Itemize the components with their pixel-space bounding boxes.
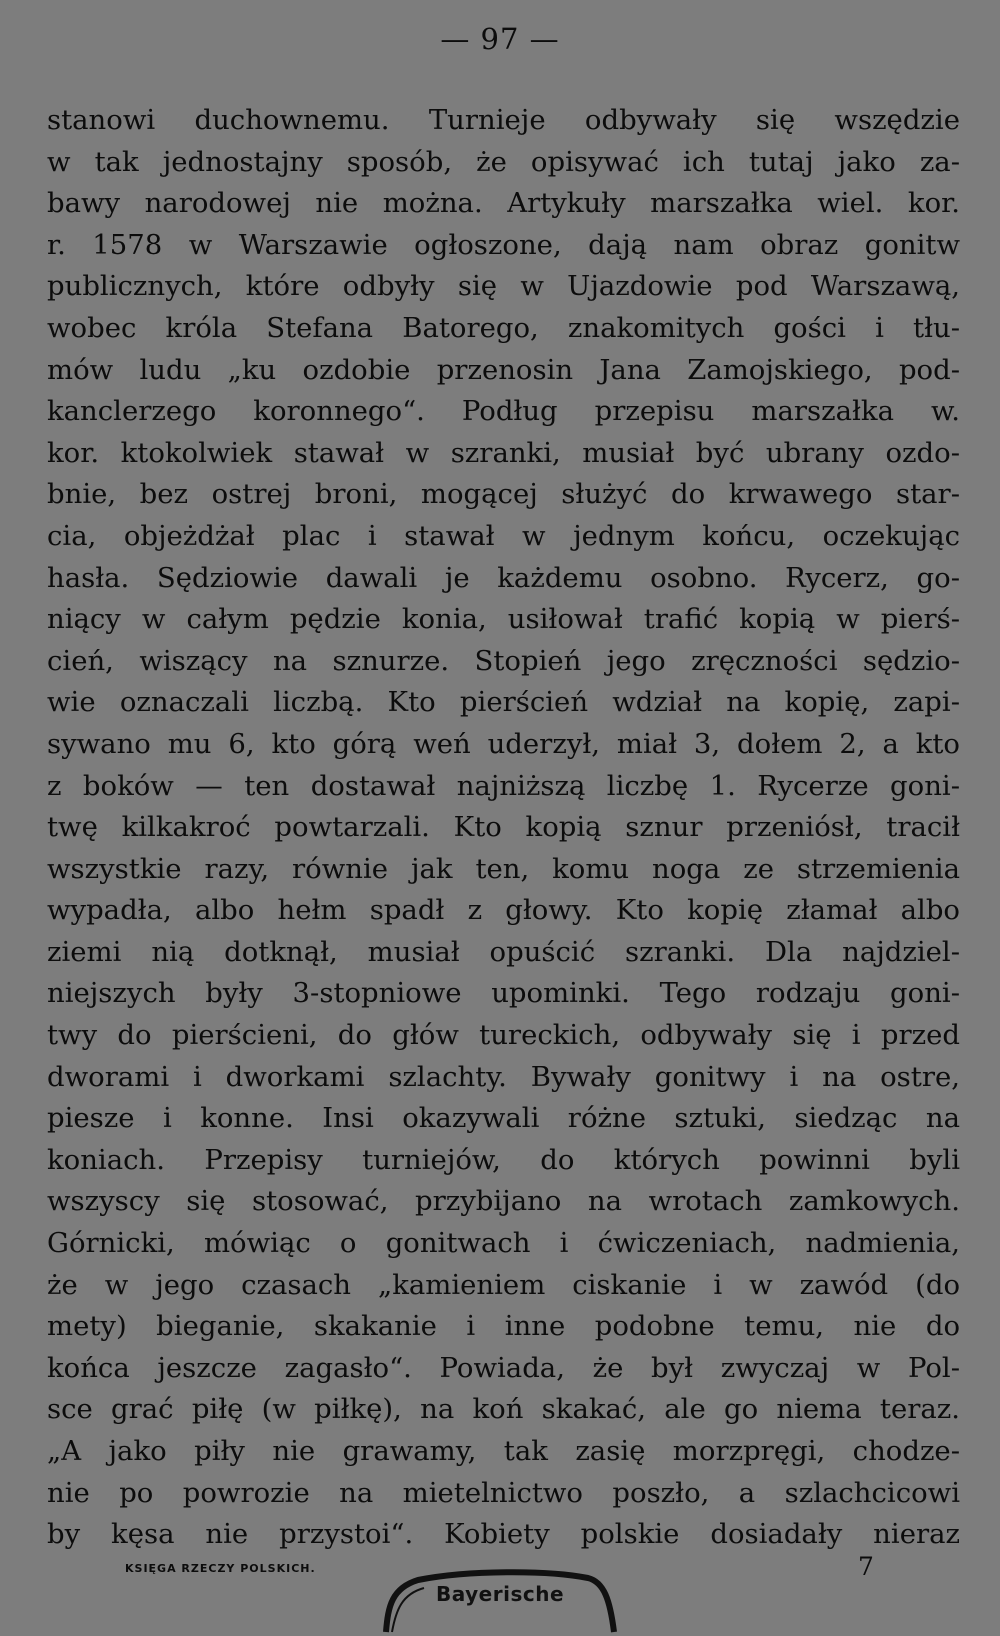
text-line: sywano mu 6, kto górą weń uderzył, miał 3, dołem 2, a kto: [47, 727, 960, 760]
text-line: koniach. Przepisy turniejów, do których powinni byli: [47, 1143, 960, 1176]
text-line: twy do pierścieni, do głów tureckich, odbywały się i przed: [47, 1019, 960, 1052]
text-line: r. 1578 w Warszawie ogłoszone, dają nam obraz gonitw: [47, 228, 960, 261]
page-footer: [0, 1552, 1000, 1626]
text-line: dworami i dworkami szlachty. Bywały gonitwy i na ostre,: [47, 1060, 960, 1093]
text-line: ziemi nią dotknął, musiał opuścić szranki. Dla najdziel-: [47, 935, 960, 968]
text-line: wobec króla Stefana Batorego, znakomitych gości i tłu-: [47, 311, 960, 344]
text-line: wypadła, albo hełm spadł z głowy. Kto kopię złamał albo: [47, 894, 960, 927]
body-text: [47, 100, 960, 1556]
text-line: „A jako piły nie grawamy, tak zasię morzpręgi, chodze-: [47, 1435, 960, 1467]
text-line: końca jeszcze zagasło“. Powiada, że był zwyczaj w Pol-: [47, 1351, 960, 1384]
sheet-number: 7: [858, 1552, 874, 1581]
text-line: stanowi duchownemu. Turnieje odbywały się wszędzie: [47, 104, 960, 136]
text-line: by kęsa nie przystoi“. Kobiety polskie dosiadały nieraz: [47, 1518, 960, 1551]
text-line: niejszych były 3-stopniowe upominki. Tego rodzaju goni-: [47, 977, 960, 1010]
stamp-text: Bayerische: [436, 1582, 565, 1606]
text-line: kor. ktokolwiek stawał w szranki, musiał być ubrany ozdo-: [47, 436, 960, 469]
text-line: mety) bieganie, skakanie i inne podobne temu, nie do: [47, 1310, 960, 1343]
text-line: cia, objeżdżał plac i stawał w jednym końcu, oczekując: [47, 519, 960, 552]
text-line: że w jego czasach „kamieniem ciskanie i w zawód (do: [47, 1268, 960, 1301]
text-line: publicznych, które odbyły się w Ujazdowie pod Warszawą,: [47, 270, 960, 303]
page-number: — 97 —: [440, 22, 560, 56]
text-line: piesze i konne. Insi okazywali różne sztuki, siedząc na: [47, 1102, 960, 1135]
text-line: niący w całym pędzie konia, usiłował trafić kopią w pierś-: [47, 603, 960, 636]
text-line: hasła. Sędziowie dawali je każdemu osobno. Rycerz, go-: [47, 561, 960, 594]
text-line: wszyscy się stosować, przybijano na wrotach zamkowych.: [47, 1185, 960, 1218]
text-line: nie po powrozie na mietelnictwo poszło, a szlachcicowi: [47, 1476, 960, 1509]
text-line: cień, wiszący na sznurze. Stopień jego zręczności sędzio-: [47, 644, 960, 677]
text-line: w tak jednostajny sposób, że opisywać ich tutaj jako za-: [47, 145, 960, 178]
text-line: wszystkie razy, równie jak ten, komu noga ze strzemienia: [47, 852, 960, 885]
text-line: bnie, bez ostrej broni, mogącej służyć do krwawego star-: [47, 478, 960, 511]
text-line: mów ludu „ku ozdobie przenosin Jana Zamojskiego, pod-: [47, 353, 960, 386]
text-line: wie oznaczali liczbą. Kto pierścień wdział na kopię, zapi-: [47, 686, 960, 719]
text-line: bawy narodowej nie można. Artykuły marszałka wiel. kor.: [47, 187, 960, 220]
text-line: Górnicki, mówiąc o gonitwach i ćwiczeniach, nadmienia,: [47, 1227, 960, 1260]
text-line: sce grać piłę (w piłkę), na koń skakać, ale go niema teraz.: [47, 1393, 960, 1426]
text-line: twę kilkakroć powtarzali. Kto kopią sznur przeniósł, tracił: [47, 811, 960, 844]
text-line: kanclerzego koronnego“. Podług przepisu marszałka w.: [47, 395, 960, 428]
text-line: z boków — ten dostawał najniższą liczbę 1. Rycerze goni-: [47, 769, 960, 802]
printer-signature: KSIĘGA RZECZY POLSKICH.: [125, 1562, 316, 1575]
